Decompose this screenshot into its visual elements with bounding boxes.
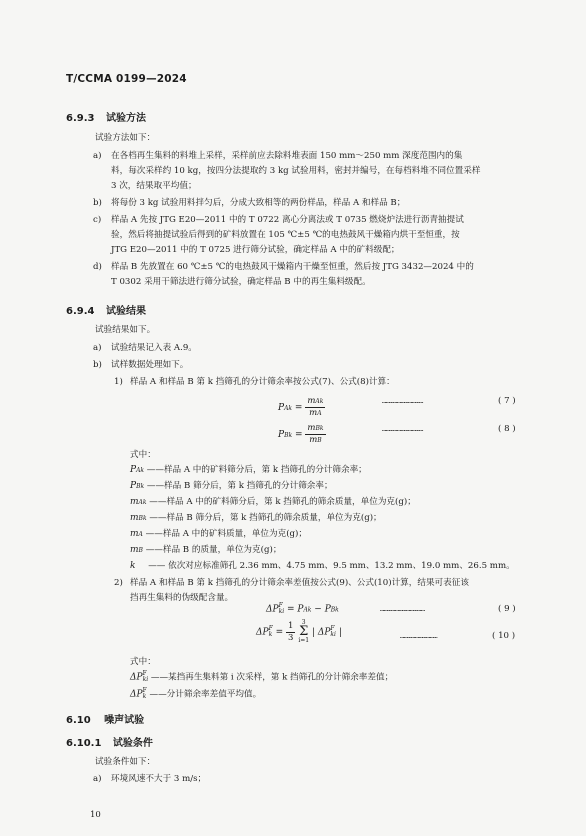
eq-superscript: F: [330, 625, 335, 632]
paragraph: 试验条件如下：: [95, 757, 156, 767]
list-text: 样品 B 先放置在 60 ℃±5 ℃的电热鼓风干燥箱内干燥至恒重，然后按 JTG 3432—2024 中的: [111, 262, 474, 272]
standard-number: T/CCMA 0199—2024: [66, 73, 187, 85]
def-symbol: m: [130, 497, 139, 507]
eq-abs: | ΔP: [311, 627, 331, 638]
eq-denominator: m: [309, 408, 318, 418]
eq-subscript: Bk: [284, 432, 293, 439]
def-text: ——样品 A 中的矿料筛分后，第 k 挡筛孔的筛余质量，单位为克(g)；: [149, 497, 416, 507]
def-subscript: Ak: [136, 467, 145, 474]
def-text: ——样品 B 的质量，单位为克(g)；: [145, 545, 282, 555]
definition-item: [130, 671, 393, 685]
eq-superscript: F: [268, 625, 273, 632]
definition-item: [130, 480, 333, 493]
eq-operator: =: [294, 403, 303, 413]
list-label: a): [93, 151, 102, 161]
section-heading-6-10: [66, 711, 144, 726]
list-label: 1): [114, 377, 123, 387]
eq-symbol: ΔP: [266, 604, 279, 615]
equation-9: [266, 603, 339, 615]
list-text: T 0302 采用干筛法进行筛分试验，确定样品 B 中的再生集料级配。: [111, 277, 371, 287]
where-label: 式中：: [130, 450, 156, 460]
def-symbol: ΔP: [130, 672, 143, 683]
section-number: 6.9.4: [66, 306, 95, 317]
page-number: 10: [90, 810, 101, 820]
equation-number: ( 10 ): [492, 631, 516, 641]
def-symbol: m: [130, 513, 139, 523]
list-text: 验，然后将抽提试验后得到的矿料放置在 105 ℃±5 ℃的电热鼓风干燥箱内烘干至恒重，按: [111, 230, 460, 240]
eq-subscript: Ak: [284, 405, 293, 412]
eq-fraction: [305, 396, 325, 419]
def-text: ——分计筛余率差值平均值。: [149, 689, 262, 700]
eq-denominator: m: [309, 435, 318, 445]
definition-item: [130, 544, 281, 557]
equation-leader-dots: ………………………………: [380, 605, 425, 613]
section-title: 试验条件: [112, 738, 153, 749]
section-heading-6-10-1: [66, 734, 153, 749]
equation-7: [278, 396, 325, 419]
definition-item: [130, 464, 367, 477]
eq-subscript: Ak: [315, 398, 324, 405]
def-symbol: P: [130, 465, 137, 475]
section-number: 6.9.3: [66, 113, 95, 124]
list-label: b): [93, 360, 102, 370]
def-superscript: F: [142, 670, 147, 677]
eq-subscript: B: [317, 437, 322, 444]
eq-symbol: P: [278, 403, 285, 413]
definition-item: [130, 560, 515, 573]
eq-denominator: 3: [288, 632, 294, 643]
list-label: b): [93, 198, 102, 208]
def-symbol: ΔP: [130, 689, 143, 700]
list-text: 样品 A 和样品 B 第 k 挡筛孔的分计筛余率按公式(7)、公式(8)计算：: [130, 377, 395, 387]
list-label: 2): [114, 578, 123, 588]
eq-abs: |: [335, 627, 342, 638]
eq-subscript: Ak: [303, 606, 312, 614]
def-text: —— 依次对应标准筛孔 2.36 mm、4.75 mm、9.5 mm、13.2 mm、19.0 mm、26.5 mm。: [148, 561, 515, 571]
eq-numerator: m: [307, 423, 316, 433]
list-text: 样品 A 和样品 B 第 k 挡筛孔的分计筛余率差值按公式(9)、公式(10)计算，结果可表征该: [130, 578, 469, 588]
list-text: 3 次，结果取平均值；: [111, 181, 197, 191]
definition-item: [130, 528, 307, 541]
list-label: a): [93, 774, 102, 784]
eq-operator: =: [294, 430, 303, 440]
def-symbol: k: [130, 561, 136, 571]
def-symbol: P: [130, 481, 137, 491]
list-text: 将每份 3 kg 试验用料拌匀后，分成大致相等的两份样品，样品 A 和样品 B；: [111, 198, 406, 208]
eq-subscript: ki: [278, 608, 285, 615]
list-text: 试样数据处理如下。: [111, 360, 189, 370]
eq-subscript: A: [317, 410, 322, 417]
equation-leader-dots: …………………………: [400, 632, 438, 640]
def-subscript: Bk: [136, 483, 145, 490]
paragraph: 试验结果如下。: [95, 325, 156, 335]
eq-symbol: ΔP: [256, 627, 269, 638]
eq-rhs: = P: [287, 604, 304, 615]
list-text: 挡再生集料的伪级配含量。: [130, 593, 234, 603]
section-heading-6-9-4: [66, 302, 146, 317]
list-text: 环境风速不大于 3 m/s；: [111, 774, 207, 784]
equation-number: ( 7 ): [498, 396, 516, 406]
def-subscript: ki: [142, 676, 149, 683]
eq-summation: [298, 620, 309, 644]
list-text: JTG E20—2011 中的 T 0725 进行筛分试验，确定样品 A 中的矿料级配；: [111, 245, 400, 255]
section-heading-6-9-3: [66, 109, 146, 124]
def-text: ——样品 B 筛分后，第 k 挡筛孔的分计筛余率；: [146, 481, 333, 491]
section-number: 6.10.1: [66, 738, 102, 749]
eq-fraction: [305, 423, 325, 446]
def-superscript: F: [142, 687, 147, 694]
eq-subscript: ki: [330, 631, 336, 638]
def-symbol: m: [130, 545, 139, 555]
section-number: 6.10: [66, 715, 91, 726]
section-title: 试验结果: [105, 306, 146, 317]
list-text: 料，每次采样约 10 kg，按四分法提取约 3 kg 试验用料，密封并编号，在每档料堆不同位置采样: [111, 166, 481, 176]
def-symbol: m: [130, 529, 139, 539]
sum-sigma: Σ: [299, 624, 309, 639]
def-text: ——某挡再生集料第 i 次采样，第 k 挡筛孔的分计筛余率差值；: [150, 672, 394, 683]
def-text: ——样品 A 中的矿料质量，单位为克(g)；: [145, 529, 308, 539]
eq-numerator: 1: [288, 620, 294, 631]
list-text: 样品 A 先按 JTG E20—2011 中的 T 0722 离心分离法或 T 0735 燃烧炉法进行沥青抽提试: [111, 215, 464, 225]
def-subscript: Bk: [138, 515, 147, 522]
definition-item: [130, 496, 416, 509]
sum-upper: 3: [301, 619, 306, 626]
eq-rhs: − P: [311, 604, 331, 615]
definition-item: [130, 512, 382, 525]
equation-number: ( 8 ): [498, 424, 516, 434]
definition-item: [130, 688, 261, 702]
paragraph: 试验方法如下：: [95, 133, 156, 143]
equation-8: [278, 423, 326, 446]
section-title: 噪声试验: [104, 715, 145, 726]
eq-superscript: F: [278, 602, 283, 609]
list-label: a): [93, 343, 102, 353]
eq-operator: =: [275, 627, 284, 638]
eq-symbol: P: [278, 430, 285, 440]
section-title: 试验方法: [105, 113, 146, 124]
equation-number: ( 9 ): [498, 604, 516, 614]
eq-fraction: [286, 621, 295, 644]
list-text: 在各档再生集料的料堆上采样，采样前应去除料堆表面 150 mm～250 mm 深度范围内的集: [111, 151, 463, 161]
equation-10: [256, 620, 342, 644]
def-text: ——样品 A 中的矿料筛分后，第 k 挡筛孔的分计筛余率；: [146, 465, 367, 475]
eq-subscript: k: [268, 631, 273, 638]
def-subscript: A: [138, 531, 143, 538]
def-text: ——样品 B 筛分后，第 k 挡筛孔的筛余质量，单位为克(g)；: [149, 513, 382, 523]
def-subscript: k: [142, 693, 147, 700]
where-label: 式中：: [130, 657, 156, 667]
eq-subscript: Bk: [315, 425, 324, 432]
list-label: d): [93, 262, 102, 272]
equation-leader-dots: ……………………………: [382, 397, 423, 405]
list-label: c): [93, 215, 102, 225]
equation-leader-dots: ……………………………: [382, 425, 423, 433]
eq-subscript: Bk: [330, 606, 339, 614]
eq-numerator: m: [307, 396, 316, 406]
def-subscript: Ak: [138, 499, 147, 506]
sum-lower: i=1: [298, 637, 310, 644]
list-text: 试验结果记入表 A.9。: [111, 343, 197, 353]
def-subscript: B: [138, 547, 143, 554]
